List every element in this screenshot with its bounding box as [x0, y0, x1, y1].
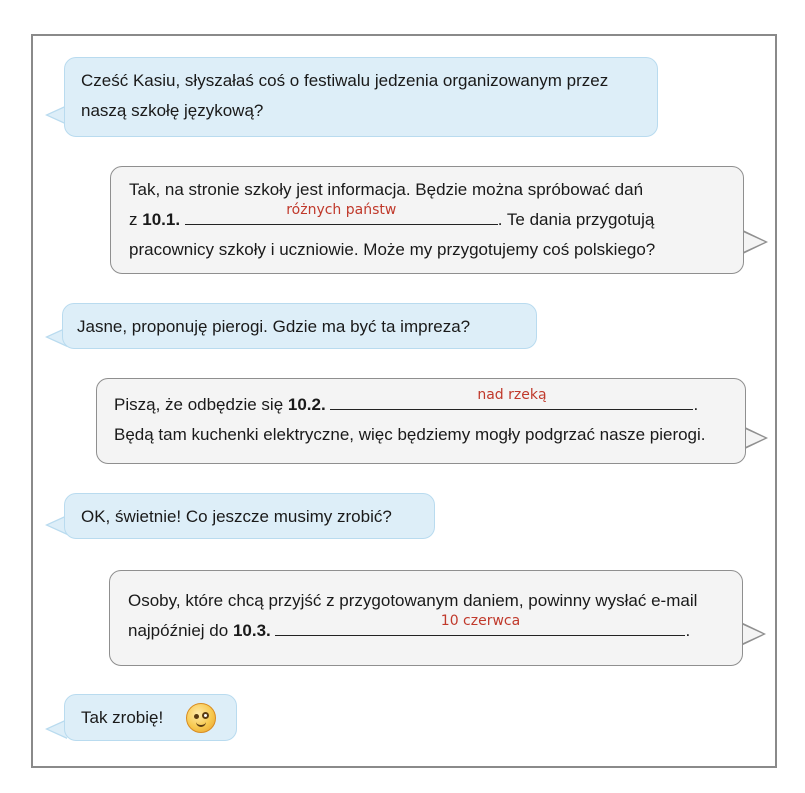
- bubble-tail: [743, 428, 765, 448]
- message-bubble-4: [96, 378, 746, 464]
- message-bubble-7: [64, 694, 237, 741]
- message-text-with-gap: [114, 387, 745, 420]
- answer-gap-10-2[interactable]: [330, 387, 693, 410]
- task-number: 10.3.: [232, 621, 271, 640]
- message-text: naszą szkołę językową?: [81, 101, 264, 120]
- message-text: Cześć Kasiu, słyszałaś coś o festiwalu jedzenia organizowanym przez: [81, 71, 609, 90]
- bubble-tail: [743, 232, 765, 252]
- handwritten-answer: nad rzeką: [477, 387, 547, 403]
- text-prefix: z: [129, 210, 138, 229]
- answer-gap-10-1[interactable]: [185, 202, 498, 225]
- text-suffix: .: [693, 395, 699, 414]
- handwritten-answer: różnych państw: [286, 202, 397, 218]
- text-prefix: najpóźniej do: [128, 621, 229, 640]
- text-suffix: . Te dania przygotują: [497, 210, 655, 229]
- answer-gap-10-3[interactable]: [275, 613, 685, 636]
- message-text: pracownicy szkoły i uczniowie. Może my przygotujemy coś polskiego?: [129, 240, 656, 259]
- message-bubble-6: [109, 570, 743, 666]
- text-prefix: Piszą, że odbędzie się: [114, 395, 284, 414]
- message-text-with-gap: [129, 202, 743, 235]
- message-bubble-1: [64, 57, 658, 137]
- text-suffix: .: [685, 621, 691, 640]
- message-bubble-2: [110, 166, 744, 274]
- message-text: Tak zrobię!: [81, 708, 164, 727]
- task-number: 10.1.: [142, 210, 181, 229]
- message-text-with-gap: [128, 613, 742, 646]
- message-bubble-3: [62, 303, 537, 349]
- message-text: OK, świetnie! Co jeszcze musimy zrobić?: [81, 507, 392, 526]
- message-bubble-5: [64, 493, 435, 539]
- message-text: Jasne, proponuję pierogi. Gdzie ma być ta impreza?: [77, 317, 471, 336]
- winking-smiley-icon: [186, 703, 216, 733]
- message-text: Będą tam kuchenki elektryczne, więc będziemy mogły podgrzać nasze pierogi.: [114, 425, 706, 444]
- message-text: Tak, na stronie szkoły jest informacja. Będzie można spróbować dań: [129, 180, 644, 199]
- message-text: Osoby, które chcą przyjść z przygotowanym daniem, powinny wysłać e-mail: [128, 591, 698, 610]
- handwritten-answer: 10 czerwca: [440, 613, 521, 629]
- task-number: 10.2.: [287, 395, 326, 414]
- bubble-tail: [741, 624, 763, 644]
